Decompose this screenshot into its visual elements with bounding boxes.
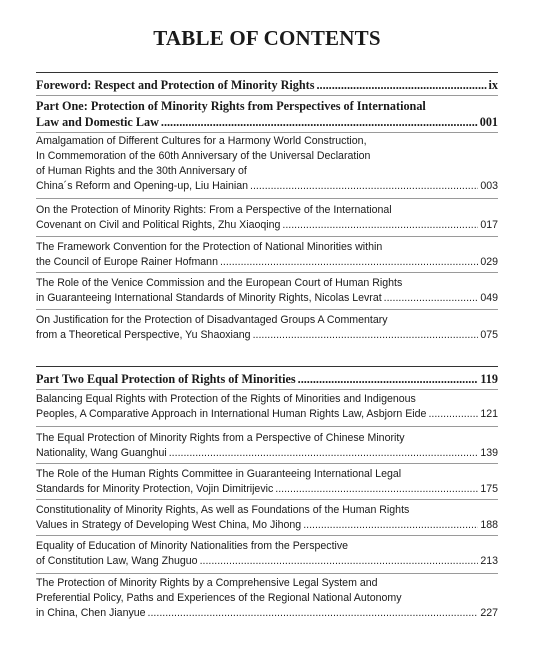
divider [36,463,498,464]
entry-line: of Human Rights and the 30th Anniversary of [36,165,247,177]
leader-dots [316,77,486,93]
entry-line: in China, Chen Jianyue [36,607,146,619]
entry-line: Equality of Education of Minority Nationalities from the Perspective [36,540,349,552]
entry-line: Balancing Equal Rights with Protection of the Rights of Minorities and Indigenous [36,393,416,405]
entry-line: The Framework Convention for the Protection of National Minorities within [36,241,383,253]
entry-line: Covenant on Civil and Political Rights, Zhu Xiaoqing [36,219,281,231]
entry-line: Peoples, A Comparative Approach in International Human Rights Law, Asbjorn Eide [36,408,427,420]
divider [36,499,498,500]
leader-dots [220,255,478,270]
entry-page-number: 049 [480,292,498,304]
entry-line: Nationality, Wang Guanghui [36,447,167,459]
entry-line: the Council of Europe Rainer Hofmann [36,256,218,268]
entry-line: Amalgamation of Different Cultures for a Harmony World Construction, [36,135,367,147]
leader-dots [428,407,478,422]
entry-line: Values in Strategy of Developing West China, Mo Jihong [36,519,302,531]
toc-part-one-heading[interactable] [36,98,498,130]
toc-entry[interactable] [36,392,498,422]
divider [36,272,498,273]
entry-line: On Justification for the Protection of Disadvantaged Groups A Commentary [36,314,388,326]
entry-line: Preferential Policy, Paths and Experiences of the Regional National Autonomy [36,592,402,604]
part-heading-line: Law and Domestic Law [36,115,159,129]
part-heading-line: Part Two Equal Protection of Rights of Minorities [36,372,296,386]
entry-page-number: 001 [479,115,498,129]
entry-page-number: ix [488,78,498,92]
leader-dots [169,446,479,461]
toc-entry[interactable] [36,467,498,497]
part-divider [36,366,498,367]
leader-dots [161,114,478,130]
part-heading-line: Part One: Protection of Minority Rights from Perspectives of International [36,99,426,113]
leader-dots [253,328,479,343]
entry-page-number: 119 [480,372,498,386]
entry-page-number: 188 [480,519,498,531]
toc-entry[interactable] [36,431,498,461]
divider [36,95,498,96]
toc-entry[interactable] [36,134,498,194]
toc-entry[interactable] [36,240,498,270]
entry-page-number: 139 [480,447,498,459]
leader-dots [275,482,478,497]
leader-dots [384,291,479,306]
toc-entry[interactable] [36,576,498,621]
entry-line: from a Theoretical Perspective, Yu Shaoxiang [36,329,251,341]
leader-dots [298,371,479,387]
divider [36,132,498,133]
divider [36,198,498,199]
toc-entry[interactable] [36,203,498,233]
entry-page-number: 017 [480,219,498,231]
leader-dots [200,554,479,569]
leader-dots [282,218,478,233]
entry-line: In Commemoration of the 60th Anniversary of the Universal Declaration [36,150,371,162]
page-title: TABLE OF CONTENTS [153,26,381,50]
divider [36,426,498,427]
entry-title: Foreword: Respect and Protection of Minority Rights [36,78,315,92]
toc-entry-foreword[interactable] [36,77,498,93]
entry-page-number: 213 [480,555,498,567]
toc-entry[interactable] [36,313,498,343]
entry-line: in Guaranteeing International Standards of Minority Rights, Nicolas Levrat [36,292,382,304]
divider [36,236,498,237]
divider [36,573,498,574]
toc-entry[interactable] [36,539,498,569]
toc-part-two-heading[interactable] [36,371,498,387]
entry-page-number: 029 [480,256,498,268]
entry-line: The Role of the Venice Commission and the European Court of Human Rights [36,277,403,289]
divider [36,309,498,310]
leader-dots [250,179,478,194]
entry-line: Standards for Minority Protection, Vojin Dimitrijevic [36,483,274,495]
entry-page-number: 175 [480,483,498,495]
leader-dots [148,606,479,621]
top-rule [36,72,498,73]
entry-line: The Equal Protection of Minority Rights from a Perspective of Chinese Minority [36,432,405,444]
entry-page-number: 121 [480,408,498,420]
entry-page-number: 227 [480,607,498,619]
entry-line: The Role of the Human Rights Committee in Guaranteeing International Legal [36,468,402,480]
entry-page-number: 075 [480,329,498,341]
entry-line: On the Protection of Minority Rights: From a Perspective of the International [36,204,392,216]
entry-line: The Protection of Minority Rights by a Comprehensive Legal System and [36,577,378,589]
entry-line: China´s Reform and Opening-up, Liu Hainian [36,180,248,192]
divider [36,389,498,390]
entry-page-number: 003 [480,180,498,192]
entry-line: Constitutionality of Minority Rights, As well as Foundations of the Human Rights [36,504,410,516]
divider [36,535,498,536]
toc-entry[interactable] [36,276,498,306]
entry-line: of Constitution Law, Wang Zhuguo [36,555,198,567]
leader-dots [303,518,478,533]
toc-entry[interactable] [36,503,498,533]
